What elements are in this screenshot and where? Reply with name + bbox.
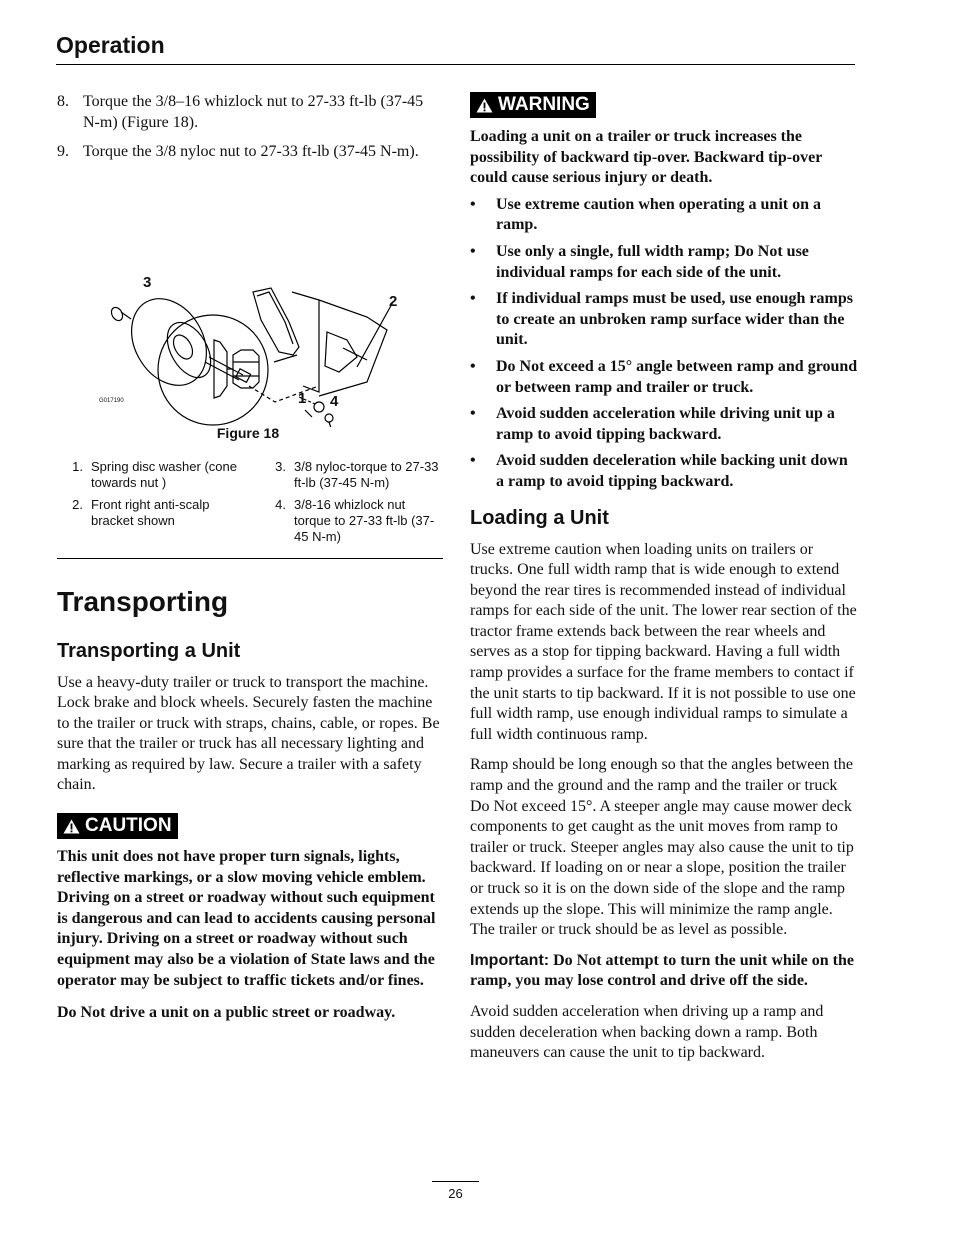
important-note xyxy=(470,951,858,992)
figure-18-illustration xyxy=(57,172,443,427)
bullet-text: Use extreme caution when operating a unit on a ramp. xyxy=(496,195,822,234)
subsection-title-loading-unit: Loading a Unit xyxy=(470,506,609,529)
legend-item xyxy=(260,497,443,545)
warning-label: WARNING xyxy=(498,94,590,115)
step-9 xyxy=(57,142,443,163)
legend-text: Spring disc washer (cone towards nut ) xyxy=(91,458,237,490)
legend-number: 1. xyxy=(72,458,83,474)
page-number: 26 xyxy=(448,1186,463,1201)
bullet-dot: • xyxy=(470,452,476,470)
bullet-text: Avoid sudden deceleration while backing unit down a ramp to avoid tipping backward. xyxy=(496,452,848,490)
list-item xyxy=(470,357,858,398)
frame-part xyxy=(253,288,299,355)
legend-item xyxy=(57,497,240,545)
list-item xyxy=(470,242,858,283)
step-text: Torque the 3/8–16 whizlock nut to 27-33 ft-lb (37-45 N-m) (Figure 18). xyxy=(83,93,424,131)
bullet-text: Avoid sudden acceleration while driving unit up a ramp to avoid tipping backward. xyxy=(496,405,835,443)
figure-code: G017190 xyxy=(99,397,124,404)
bullet-dot: • xyxy=(470,357,476,375)
bullet-text: Do Not exceed a 15° angle between ramp and ground or between ramp and trailer or truck. xyxy=(496,357,858,396)
caution-label: CAUTION xyxy=(85,815,172,837)
warning-badge xyxy=(470,92,596,118)
warning-intro: Loading a unit on a trailer or truck increases the possibility of backward tip-over. Backward tip-over could cause serious injury or death. xyxy=(470,128,823,187)
list-item xyxy=(470,404,858,445)
footer-rule xyxy=(432,1181,479,1182)
legend-text: 3/8 nyloc-torque to 27-33 ft-lb (37-45 N-m) xyxy=(294,458,439,490)
legend-number: 4. xyxy=(275,496,286,512)
important-label: Important: xyxy=(470,951,550,969)
washer-part xyxy=(109,305,125,322)
legend-text: 3/8-16 whizlock nut torque to 27-33 ft-lb (37-45 N-m) xyxy=(294,496,435,544)
anti-scalp-bracket-diagram xyxy=(57,172,443,427)
bullet-text: Use only a single, full width ramp; Do Not use individual ramps for each side of the unit. xyxy=(496,242,809,281)
bullet-dot: • xyxy=(470,242,476,260)
bullet-dot: • xyxy=(470,195,476,213)
caution-box xyxy=(57,813,443,1024)
legend-number: 3. xyxy=(275,458,286,474)
callout-2: 2 xyxy=(389,292,398,310)
legend-number: 2. xyxy=(72,496,83,512)
loading-paragraph-2: Ramp should be long enough so that the angles between the ramp and the ground and the ramp and the trailer or truck Do Not exceed 15°. A steeper angle may cause mower deck components to get caught as the unit moves from ramp to trailer or truck. Steeper angles may also cause the unit to tip backward. If loading on or near a slope, position the trailer or truck so it is on the down side of the slope and the ramp extends up the slope. This will minimize the ramp angle. The trailer or truck should be as level as possible. xyxy=(470,756,854,939)
warning-bullet-list xyxy=(470,195,858,493)
loading-paragraph-1: Use extreme caution when loading units on trailers or trucks. One full width ramp that is wide enough to extend beyond the rear tires is recommended instead of individual ramps for each side of the unit. The lower rear section of the tractor frame extends back between the rear wheels and serves as a stop for tipping backward. Having a full width ramp provides a surface for the frame members to contact if the unit starts to tip backward. If it is not possible to use one full width ramp, use enough individual ramps to simulate a full width continuous ramp. xyxy=(470,540,857,743)
figure-legend xyxy=(57,459,443,545)
left-column xyxy=(57,92,443,1024)
caution-note: Do Not drive a unit on a public street or roadway. xyxy=(57,1004,396,1022)
section-divider xyxy=(57,558,443,559)
step-number: 9. xyxy=(57,143,69,160)
bullet-dot: • xyxy=(470,290,476,308)
right-column xyxy=(470,92,858,1064)
list-item xyxy=(470,451,858,492)
transporting-body: Use a heavy-duty trailer or truck to transport the machine. Lock brake and block wheels. Securely fasten the machine to the trailer or truck with straps, chains, cable, or ropes. Be sure that the trailer or truck has all necessary lighting and marking as required by law. Secure a trailer with a safety chain. xyxy=(57,673,440,794)
section-title-transporting: Transporting xyxy=(57,585,229,617)
legend-item xyxy=(57,459,240,491)
page-header-title: Operation xyxy=(56,32,165,58)
bullet-text: If individual ramps must be used, use enough ramps to create an unbroken ramp surface wider than the unit. xyxy=(496,290,853,349)
caution-text: This unit does not have proper turn signals, lights, reflective markings, or a slow moving vehicle emblem. Driving on a street or roadway without such equipment is dangerous and can lead to accidents causing personal injury. Driving on a street or roadway without such equipment may also be a violation of State laws and the operator may be subject to traffic tickets and/or fines. xyxy=(57,848,436,989)
list-item xyxy=(470,195,858,236)
caution-badge xyxy=(57,813,178,839)
callout-3: 3 xyxy=(143,273,152,291)
callout-1: 1 xyxy=(298,389,307,407)
subsection-title-transporting-unit: Transporting a Unit xyxy=(57,639,241,662)
step-8 xyxy=(57,92,443,133)
warning-triangle-icon xyxy=(63,819,80,834)
warning-triangle-icon xyxy=(476,98,493,113)
list-item xyxy=(470,289,858,351)
loading-paragraph-3: Avoid sudden acceleration when driving up a ramp and sudden deceleration when backing down a ramp. Both maneuvers can cause the unit to tip backward. xyxy=(470,1002,824,1062)
legend-text: Front right anti-scalp bracket shown xyxy=(91,496,210,528)
detail-inset xyxy=(158,315,268,425)
callout-4: 4 xyxy=(330,392,339,410)
important-text: Do Not attempt to turn the unit while on the ramp, you may lose control and drive off the side. xyxy=(470,951,854,990)
header-rule xyxy=(56,64,855,65)
nut-part xyxy=(314,402,324,412)
figure-caption: Figure 18 xyxy=(216,424,280,441)
legend-item xyxy=(260,459,443,491)
step-text: Torque the 3/8 nyloc nut to 27-33 ft-lb (37-45 N-m). xyxy=(83,143,419,160)
step-number: 8. xyxy=(57,93,69,110)
bullet-dot: • xyxy=(470,405,476,423)
